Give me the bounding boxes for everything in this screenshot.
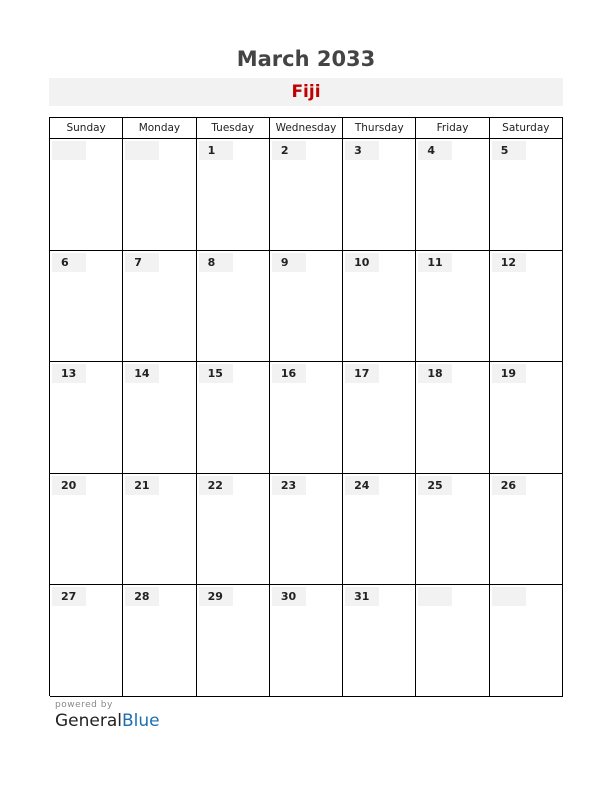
brand-blue: Blue <box>122 711 160 731</box>
day-cell <box>123 585 196 697</box>
day-number: 23 <box>272 476 306 495</box>
week-row-3 <box>50 362 563 474</box>
week-row-2 <box>50 251 563 363</box>
day-cell <box>416 251 489 363</box>
day-number: 20 <box>52 476 86 495</box>
weekday-sunday: Sunday <box>50 118 123 139</box>
week-row-4 <box>50 474 563 586</box>
day-cell <box>270 362 343 474</box>
day-number: 7 <box>125 253 159 272</box>
day-number: 21 <box>125 476 159 495</box>
region-label: Fiji <box>49 78 563 106</box>
calendar-title: March 2033 <box>236 47 376 71</box>
day-number: 28 <box>125 587 159 606</box>
day-cell <box>50 362 123 474</box>
day-cell <box>490 251 563 363</box>
day-number: 1 <box>199 141 233 160</box>
day-cell <box>343 474 416 586</box>
day-cell <box>490 474 563 586</box>
day-cell <box>416 362 489 474</box>
weekday-header-row <box>50 118 563 139</box>
day-cell <box>123 474 196 586</box>
day-number <box>125 141 159 160</box>
day-cell <box>197 474 270 586</box>
day-number: 16 <box>272 364 306 383</box>
weekday-saturday: Saturday <box>490 118 563 139</box>
day-number: 14 <box>125 364 159 383</box>
day-cell <box>343 585 416 697</box>
day-number: 31 <box>345 587 379 606</box>
day-cell <box>50 474 123 586</box>
day-number: 5 <box>492 141 526 160</box>
day-number <box>418 587 452 606</box>
day-number: 9 <box>272 253 306 272</box>
brand-logo[interactable] <box>55 711 160 731</box>
powered-by-text: powered by <box>55 700 113 710</box>
day-number: 12 <box>492 253 526 272</box>
weekday-friday: Friday <box>416 118 489 139</box>
day-cell <box>50 139 123 251</box>
day-cell <box>490 585 563 697</box>
day-number: 2 <box>272 141 306 160</box>
day-number: 30 <box>272 587 306 606</box>
day-number: 22 <box>199 476 233 495</box>
day-number: 15 <box>199 364 233 383</box>
day-number: 6 <box>52 253 86 272</box>
day-number: 18 <box>418 364 452 383</box>
day-cell <box>197 139 270 251</box>
weekday-monday: Monday <box>123 118 196 139</box>
day-number: 25 <box>418 476 452 495</box>
day-cell <box>416 474 489 586</box>
day-number <box>52 141 86 160</box>
day-number: 3 <box>345 141 379 160</box>
day-cell <box>270 139 343 251</box>
day-cell <box>123 251 196 363</box>
day-cell <box>123 362 196 474</box>
weekday-thursday: Thursday <box>343 118 416 139</box>
day-number: 19 <box>492 364 526 383</box>
day-cell <box>197 585 270 697</box>
weekday-tuesday: Tuesday <box>197 118 270 139</box>
brand-general: General <box>55 711 122 731</box>
day-cell <box>343 251 416 363</box>
day-cell <box>197 362 270 474</box>
day-number: 4 <box>418 141 452 160</box>
day-cell <box>123 139 196 251</box>
day-number: 8 <box>199 253 233 272</box>
day-cell <box>50 585 123 697</box>
day-number: 27 <box>52 587 86 606</box>
week-row-5 <box>50 585 563 697</box>
day-number: 10 <box>345 253 379 272</box>
calendar-grid <box>49 117 563 696</box>
day-number: 29 <box>199 587 233 606</box>
day-cell <box>270 474 343 586</box>
day-number: 17 <box>345 364 379 383</box>
day-cell <box>490 362 563 474</box>
day-cell <box>270 251 343 363</box>
day-cell <box>343 362 416 474</box>
day-cell <box>343 139 416 251</box>
weekday-wednesday: Wednesday <box>270 118 343 139</box>
day-number: 26 <box>492 476 526 495</box>
day-cell <box>490 139 563 251</box>
day-number: 24 <box>345 476 379 495</box>
day-number <box>492 587 526 606</box>
day-cell <box>50 251 123 363</box>
day-number: 11 <box>418 253 452 272</box>
day-cell <box>270 585 343 697</box>
footer <box>55 700 160 731</box>
day-cell <box>416 139 489 251</box>
day-number: 13 <box>52 364 86 383</box>
week-row-1 <box>50 139 563 251</box>
day-cell <box>197 251 270 363</box>
day-cell <box>416 585 489 697</box>
